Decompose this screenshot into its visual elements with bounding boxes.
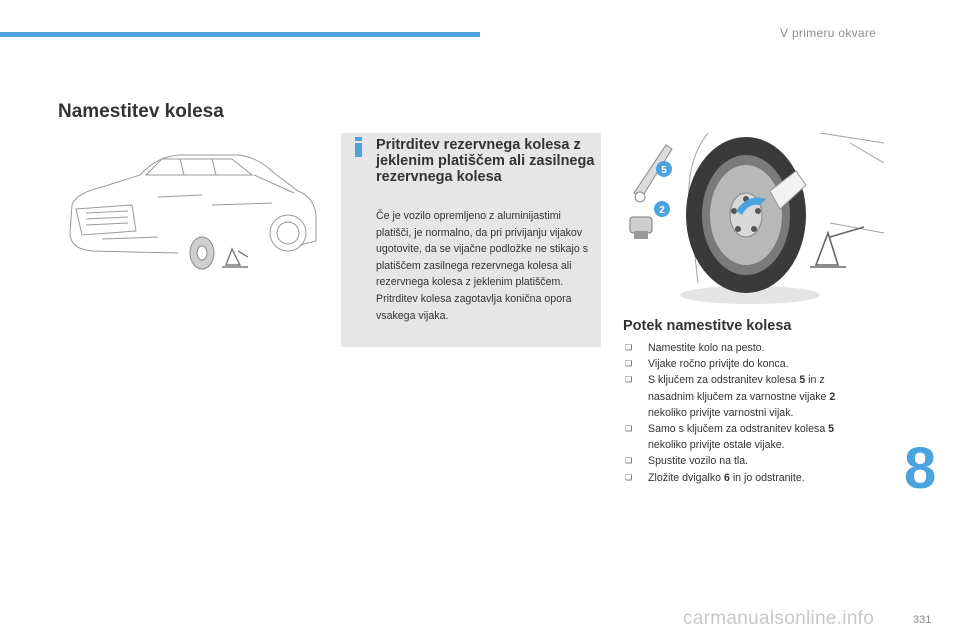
wheel-fitting-illustration [620,133,884,305]
step-text: in jo odstranite. [729,471,805,484]
callout-5: 5 [661,165,667,176]
step-ref-number: 6 [723,471,730,484]
header-accent-bar [0,32,480,37]
page-title: Namestitev kolesa [58,101,224,122]
callout-2: 2 [659,205,665,216]
checkbox-bullet-icon: ❏ [625,343,633,352]
procedure-step [623,421,873,453]
step-text: Namestite kolo na pesto. [648,342,765,354]
checkbox-bullet-icon: ❏ [625,456,633,466]
procedure-step [623,356,873,372]
step-text: Spustite vozilo na tla. [648,455,749,468]
step-text: S ključem za odstranitev kolesa [648,374,800,387]
header-title: V primeru okvare [780,26,877,40]
watermark-link[interactable]: carmanualsonline.info [683,608,875,629]
step-text: in z nasadnim ključem za varnostne vijake [648,374,830,403]
step-text: nekoliko privijte varnostni vijak. [648,406,794,419]
checkbox-bullet-icon: ❏ [625,375,633,385]
step-ref-number: 5 [799,374,806,387]
info-icon [352,137,365,157]
procedure-step [623,372,873,421]
step-text: nekoliko privijte ostale vijake. [648,439,785,452]
checkbox-bullet-icon: ❏ [625,424,633,434]
step-text: Samo s ključem za odstranitev kolesa [648,423,829,436]
checkbox-bullet-icon: ❏ [625,359,633,369]
step-text: Zložite dvigalko [648,471,724,484]
procedure-title: Potek namestitve kolesa [623,318,792,334]
step-ref-number: 5 [828,423,835,436]
checkbox-bullet-icon: ❏ [625,472,633,482]
info-box-body: Če je vozilo opremljeno z aluminijastimi platišči, je normalno, da pri privijanju vijakov ugotovite, da se vijačne podložke ne stikajo s platiščem zasilnega rezervnega kolesa ali rezervnega kolesa z jeklenim platiščem. Pritrditev kolesa zagotavlja konična opora vsakega vijaka. [376,210,589,322]
info-box-title: Pritrditev rezervnega kolesa z jeklenim platiščem ali zasilnega rezervnega kolesa [376,137,595,185]
step-ref-number: 2 [829,390,836,403]
step-text: Vijake ročno privijte do konca. [648,358,789,371]
chapter-number: 8 [904,436,937,501]
page-number: 331 [913,614,932,626]
procedure-step [623,453,873,469]
car-on-jack-illustration [62,145,320,275]
procedure-step [623,340,873,356]
procedure-steps [623,340,873,486]
procedure-step [623,470,873,486]
